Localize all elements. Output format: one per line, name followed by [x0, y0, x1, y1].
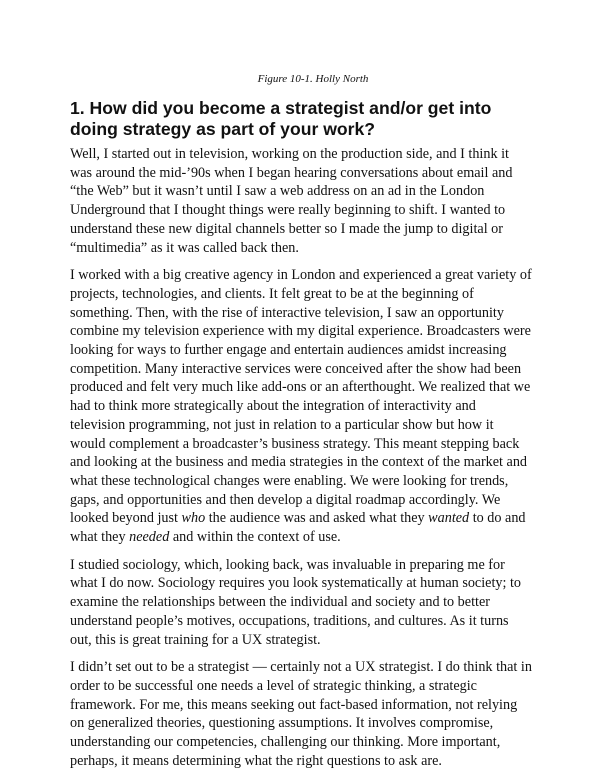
- emphasis-needed: needed: [129, 529, 170, 546]
- paragraph-2-text-b: the audience was and asked what they: [205, 510, 429, 527]
- emphasis-wanted: wanted: [428, 510, 470, 527]
- paragraph-2: [70, 266, 532, 547]
- section-heading: 1. How did you become a strategist and/or get into doing strategy as part of your work?: [70, 98, 492, 139]
- document-page: [70, 64, 532, 780]
- paragraph-2-text-d: and within the context of use.: [169, 529, 341, 546]
- paragraph-2-text-a: I worked with a big creative agency in London and experienced a great variety of projects, technologies, and clients. It felt great to be at the beginning of something. Then, with the rise of interactive television, I saw an opportunity combine my television experience with my digital experience. Broadcasters were looking for ways to further engage and entertain audiences amidst increasing competition. Many interactive services were conceived after the show had been produced and felt very much like add-ons or an afterthought. We realized that we had to think more strategically about the integration of interactivity and television programming, not just in relation to a particular show but how it would complement a broadcaster’s business strategy. This meant stepping back and looking at the business and media strategies in the context of the market and what these technological changes were enabling. We were looking for trends, gaps, and opportunities and then develop a digital roadmap accordingly. We looked beyond just: [70, 267, 532, 527]
- figure-caption: Figure 10-1. Holly North: [257, 73, 369, 85]
- paragraph-2-text-c: to do and what they: [70, 510, 526, 546]
- emphasis-who: who: [181, 510, 206, 527]
- paragraph-1: Well, I started out in television, working on the production side, and I think it was around the mid-’90s when I began hearing conversations about email and “the Web” but it wasn’t until I saw a web address on an ad in the London Underground that I thought things were really beginning to shift. I wanted to understand these new digital channels better so I made the jump to digital or “multimedia” as it was called back then.: [70, 146, 513, 256]
- paragraph-3: I studied sociology, which, looking back, was invaluable in preparing me for what I do now. Sociology requires you look systematically at human society; to examine the relationships between the individual and society and to better understand people’s motives, occupations, traditions, and cultures. As it turns out, this is great training for a UX strategist.: [70, 556, 522, 648]
- paragraph-4: I didn’t set out to be a strategist — certainly not a UX strategist. I do think that in order to be successful one needs a level of strategic thinking, a strategic framework. For me, this means seeking out fact-based information, not relying on generalized theories, questioning assumptions. It involves compromise, understanding our competencies, challenging our thinking. More important, perhaps, it means determining what the right questions to ask are.: [70, 659, 532, 769]
